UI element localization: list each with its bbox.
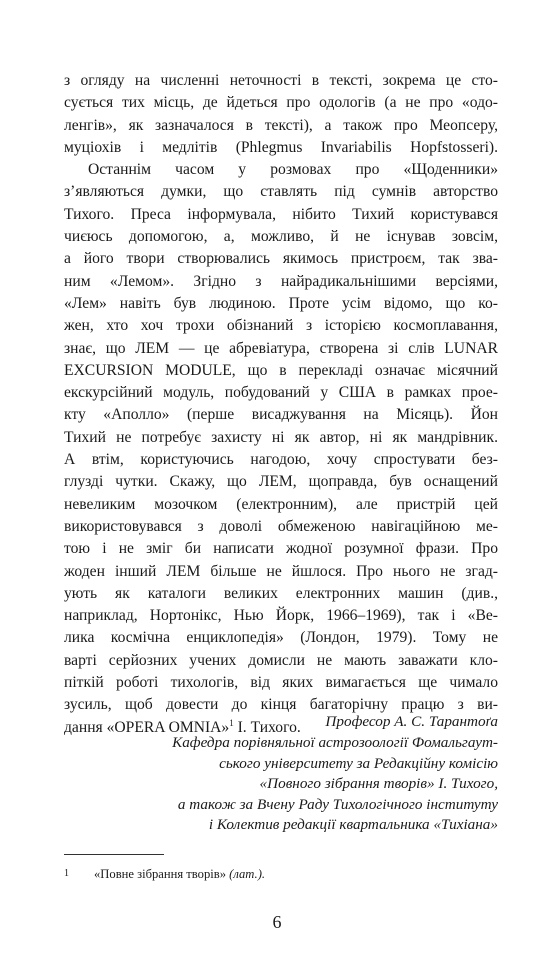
- text-line: Останнім часом у розмовах про «Щоденники»: [88, 161, 498, 179]
- text-line: варті серйозних учених домисли не мають заважати кло-: [64, 651, 498, 669]
- page-number: 6: [272, 912, 282, 932]
- text-line: ленгів», як зазначалося в тексті), а також про Меопсеру,: [64, 116, 498, 134]
- text-line: ним «Лемом». Згідно з найрадикальнішими версіями,: [64, 272, 498, 290]
- text-line: знає, що ЛЕМ — це абревіатура, створена зі слів LUNAR: [64, 339, 498, 357]
- text-line: А втім, користуючись нагодою, хочу спростувати без-: [64, 451, 498, 469]
- text-line: наприклад, Нортонікс, Нью Йорк, 1966–1969), так і «Ве-: [64, 607, 498, 625]
- text-line: Тихий не потребує захисту ні як автор, ні як мандрівник.: [64, 428, 498, 446]
- text-line: використовувався з доволі обмеженою навігаційною ме-: [64, 517, 498, 535]
- footnote-reference[interactable]: 1: [229, 717, 234, 728]
- text-line: з’являються думки, що ставлять під сумнів авторство: [64, 183, 498, 201]
- text-line: чиєюсь допомогою, а, можливо, й не існував зовсім,: [64, 228, 498, 246]
- body-text: [64, 70, 498, 739]
- signature-affiliation-line: ського університету за Редакційну комісію: [219, 754, 498, 772]
- text-line: тою і не зміг би написати жодної розумної фрази. Про: [64, 540, 498, 558]
- text-line: Тихого. Преса інформувала, нібито Тихий користувався: [64, 205, 498, 223]
- footnote-text: «Повне зібрання творів»: [94, 867, 230, 881]
- signature-affiliation-line: і Колектив редакції квартальника «Тихіана»: [208, 816, 498, 834]
- text-line: «Лем» навіть був людиною. Проте усім відомо, що ко-: [64, 294, 498, 312]
- text-line: екскурсійний модуль, побудований у США в рамках прое-: [64, 384, 498, 402]
- text-line: глузді чутки. Скажу, що ЛЕМ, щоправда, був оснащений: [64, 473, 498, 491]
- last-line-text: дання «OPERA OMNIA»: [64, 718, 230, 736]
- text-line: лика космічна енциклопедія» (Лондон, 1979). Тому не: [64, 629, 498, 647]
- text-line: з огляду на численні неточності в тексті, зокрема це сто-: [64, 72, 498, 89]
- signature-affiliation-line: Кафедра порівняльної астрозоології Фомальгаут-: [172, 734, 498, 752]
- text-line: жоден інший ЛЕМ більше не йшлося. Про нього не згад-: [64, 562, 498, 580]
- text-line: невеликим мозочком (електронним), але пристрій цей: [64, 495, 498, 513]
- text-line: а його твори створювались якимось пристроєм, так зва-: [64, 250, 498, 268]
- footnote-mark: 1: [64, 868, 69, 879]
- text-line: кту «Аполло» (перше висаджування на Місяць). Йон: [64, 406, 498, 424]
- footnote: [64, 866, 498, 882]
- signature-affiliation-line: «Повного зібрання творів» І. Тихого,: [259, 775, 498, 793]
- text-line: піткій роботі тихологів, від яких вимагається ще чимало: [64, 674, 498, 692]
- signature-name: Професор А. С. Тарантоґа: [325, 713, 498, 730]
- text-line: EXCURSION MODULE, що в перекладі означає місячний: [64, 361, 498, 379]
- text-line: жен, хто хоч трохи обізнаний з історією космоплавання,: [64, 317, 498, 335]
- signature-affiliation-line: а також за Вчену Раду Тихологічного інституту: [177, 795, 498, 813]
- text-line: зусиль, щоб довести до кінця багаторічну працю з ви-: [64, 696, 498, 714]
- footnote-language-note: (лат.).: [229, 867, 266, 881]
- last-line-end: І. Тихого.: [233, 718, 301, 736]
- signature-block: [58, 712, 498, 835]
- text-line: муціохів і медлітів (Phlegmus Invariabilis Hopfstosseri).: [64, 138, 498, 156]
- text-line: ують як каталоги великих електронних машин (див.,: [64, 584, 498, 602]
- text-line: сується тих місць, де йдеться про одологів (а не про «одо-: [64, 94, 498, 112]
- footnote-separator: [64, 854, 164, 855]
